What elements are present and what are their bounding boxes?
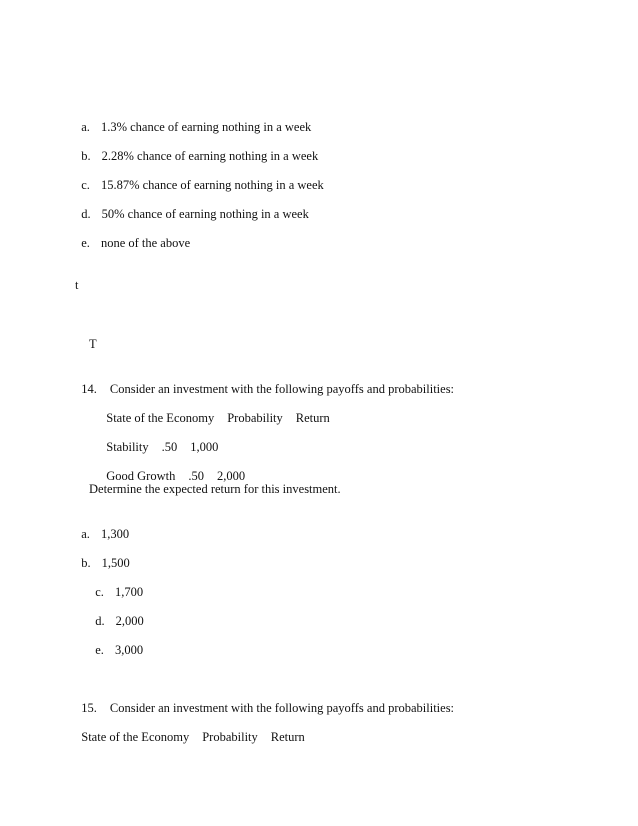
q14-option-b (75, 539, 130, 571)
q14-table-header (100, 394, 330, 426)
option-letter: a. (81, 527, 90, 541)
option-text: 2.28% chance of earning nothing in a week (101, 149, 319, 163)
option-text: 1,300 (100, 527, 130, 541)
row-probability: .50 (188, 469, 204, 483)
header-return: Return (295, 411, 330, 425)
header-state: State of the Economy (81, 730, 190, 744)
option-letter: b. (81, 149, 91, 163)
q14-table-row (100, 423, 218, 455)
option-text: 15.87% chance of earning nothing in a week (100, 178, 324, 192)
q14-instruction: Determine the expected return for this investment. (89, 482, 341, 496)
header-probability: Probability (227, 411, 283, 425)
question-number: 14. (81, 382, 97, 396)
q13-option-e (75, 219, 190, 251)
row-state: Stability (106, 440, 149, 454)
q14-option-e (89, 626, 143, 658)
q13-option-d (75, 190, 309, 222)
row-state: Good Growth (106, 469, 176, 483)
q14-option-a (75, 510, 129, 542)
option-letter: b. (81, 556, 91, 570)
question-number: 15. (81, 701, 97, 715)
row-return: 1,000 (190, 440, 219, 454)
option-letter: e. (81, 236, 90, 250)
row-return: 2,000 (216, 469, 246, 483)
option-text: 1,500 (101, 556, 130, 570)
option-text: 3,000 (114, 643, 144, 657)
header-state: State of the Economy (106, 411, 215, 425)
q13-option-b (75, 132, 318, 164)
row-probability: .50 (161, 440, 178, 454)
option-letter: e. (95, 643, 104, 657)
option-letter: a. (81, 120, 90, 134)
q13-option-c (75, 161, 324, 193)
q14-option-c (89, 568, 143, 600)
option-letter: d. (95, 614, 105, 628)
header-return: Return (270, 730, 305, 744)
header-probability: Probability (202, 730, 258, 744)
question-text: Consider an investment with the following payoffs and probabilities: (109, 382, 455, 396)
option-text: 50% chance of earning nothing in a week (101, 207, 309, 221)
option-letter: c. (95, 585, 104, 599)
q15-table-header (75, 713, 305, 745)
question-text: Consider an investment with the following payoffs and probabilities: (109, 701, 455, 715)
stray-uppercase-t: T (89, 337, 97, 351)
q14-option-d (89, 597, 144, 629)
option-text: 1,700 (114, 585, 144, 599)
q13-option-a (75, 103, 311, 135)
q14-table-row (100, 452, 245, 484)
option-letter: d. (81, 207, 91, 221)
q14-prompt (75, 365, 454, 397)
option-letter: c. (81, 178, 90, 192)
option-text: 2,000 (115, 614, 144, 628)
option-text: 1.3% chance of earning nothing in a week (100, 120, 312, 134)
option-text: none of the above (100, 236, 191, 250)
stray-lowercase-t: t (75, 278, 79, 292)
q15-prompt (75, 684, 454, 716)
